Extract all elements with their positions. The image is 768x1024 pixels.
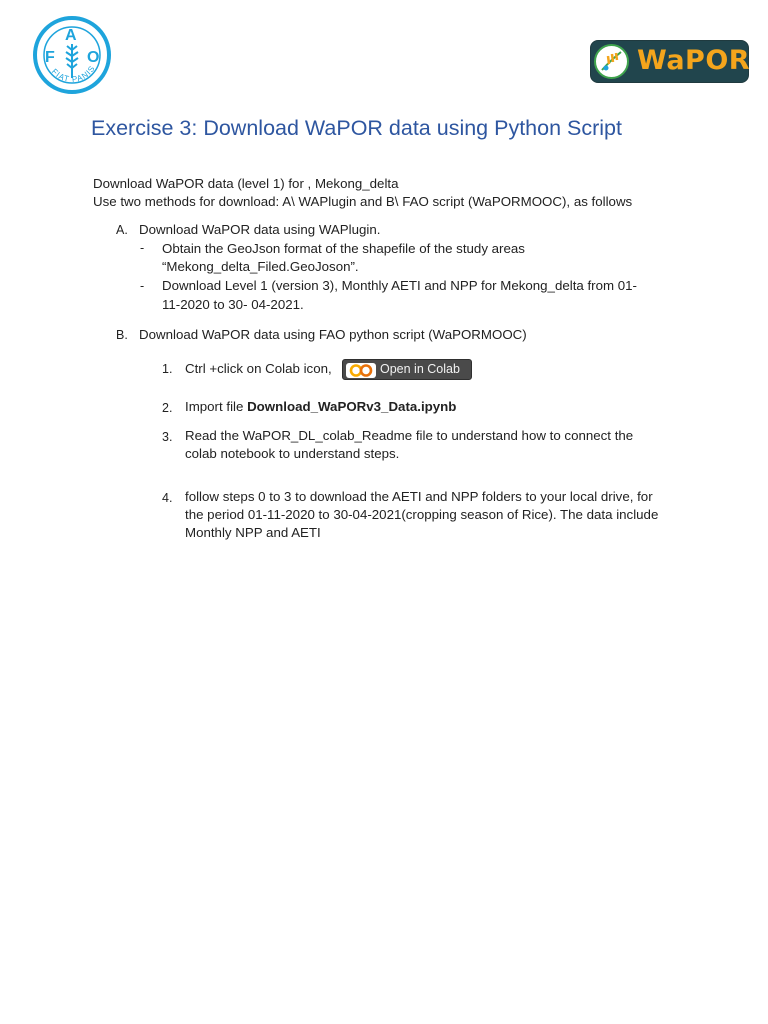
step-1-marker: 1. — [162, 362, 173, 376]
step-4-line-1: follow steps 0 to 3 to download the AETI and NPP folders to your local drive, for — [185, 489, 653, 504]
page-title: Exercise 3: Download WaPOR data using Python Script — [91, 116, 622, 140]
bullet-marker: - — [140, 241, 145, 255]
intro-line-2: Use two methods for download: A\ WAPlugin and B\ FAO script (WaPORMOOC), as follows — [93, 194, 633, 209]
open-in-colab-button[interactable] — [342, 359, 472, 380]
bullet-2-line-1: Download Level 1 (version 3), Monthly AETI and NPP for Mekong_delta from 01- — [162, 278, 637, 293]
step-1-text: Ctrl +click on Colab icon, — [185, 361, 332, 376]
step-2-line — [185, 398, 456, 416]
step-2-text: Import file — [185, 399, 248, 414]
intro-line-1: Download WaPOR data (level 1) for , Mekong_delta — [93, 176, 399, 191]
section-a-marker: A. — [116, 223, 128, 237]
fao-logo — [31, 16, 113, 94]
fao-letter-o: O — [87, 49, 100, 66]
step-3-marker: 3. — [162, 430, 173, 444]
fao-motto: FIAT PANIS — [49, 63, 98, 85]
wapor-logo-box — [590, 40, 749, 83]
fao-letter-a: A — [65, 27, 77, 44]
step-2-marker: 2. — [162, 401, 173, 415]
bullet-2-line-2: 11-2020 to 30- 04-2021. — [162, 297, 304, 312]
bullet-marker: - — [140, 279, 145, 293]
wapor-logo — [590, 40, 749, 83]
section-a-heading: Download WaPOR data using WAPlugin. — [139, 222, 381, 237]
step-4-line-2: the period 01-11-2020 to 30-04-2021(cropping season of Rice). The data include — [185, 507, 659, 522]
fao-letter-f: F — [45, 49, 55, 66]
step-3-line-1: Read the WaPOR_DL_colab_Readme file to understand how to connect the — [185, 428, 634, 443]
step-3-line-2: colab notebook to understand steps. — [185, 446, 400, 461]
wapor-emblem-icon — [594, 44, 629, 79]
step-4-marker: 4. — [162, 491, 173, 505]
open-in-colab-label: Open in Colab — [380, 362, 460, 376]
section-b-heading: Download WaPOR data using FAO python script (WaPORMOOC) — [139, 327, 527, 342]
fao-logo-emblem — [31, 16, 113, 94]
bullet-1-line-2: “Mekong_delta_Filed.GeoJoson”. — [162, 259, 359, 274]
notebook-filename: Download_WaPORv3_Data.ipynb — [247, 399, 457, 414]
colab-icon — [346, 363, 376, 378]
section-b-marker: B. — [116, 328, 128, 342]
wapor-logo-text: WaPOR — [637, 45, 751, 76]
bullet-1-line-1: Obtain the GeoJson format of the shapefile of the study areas — [162, 241, 525, 256]
step-4-line-3: Monthly NPP and AETI — [185, 525, 321, 540]
